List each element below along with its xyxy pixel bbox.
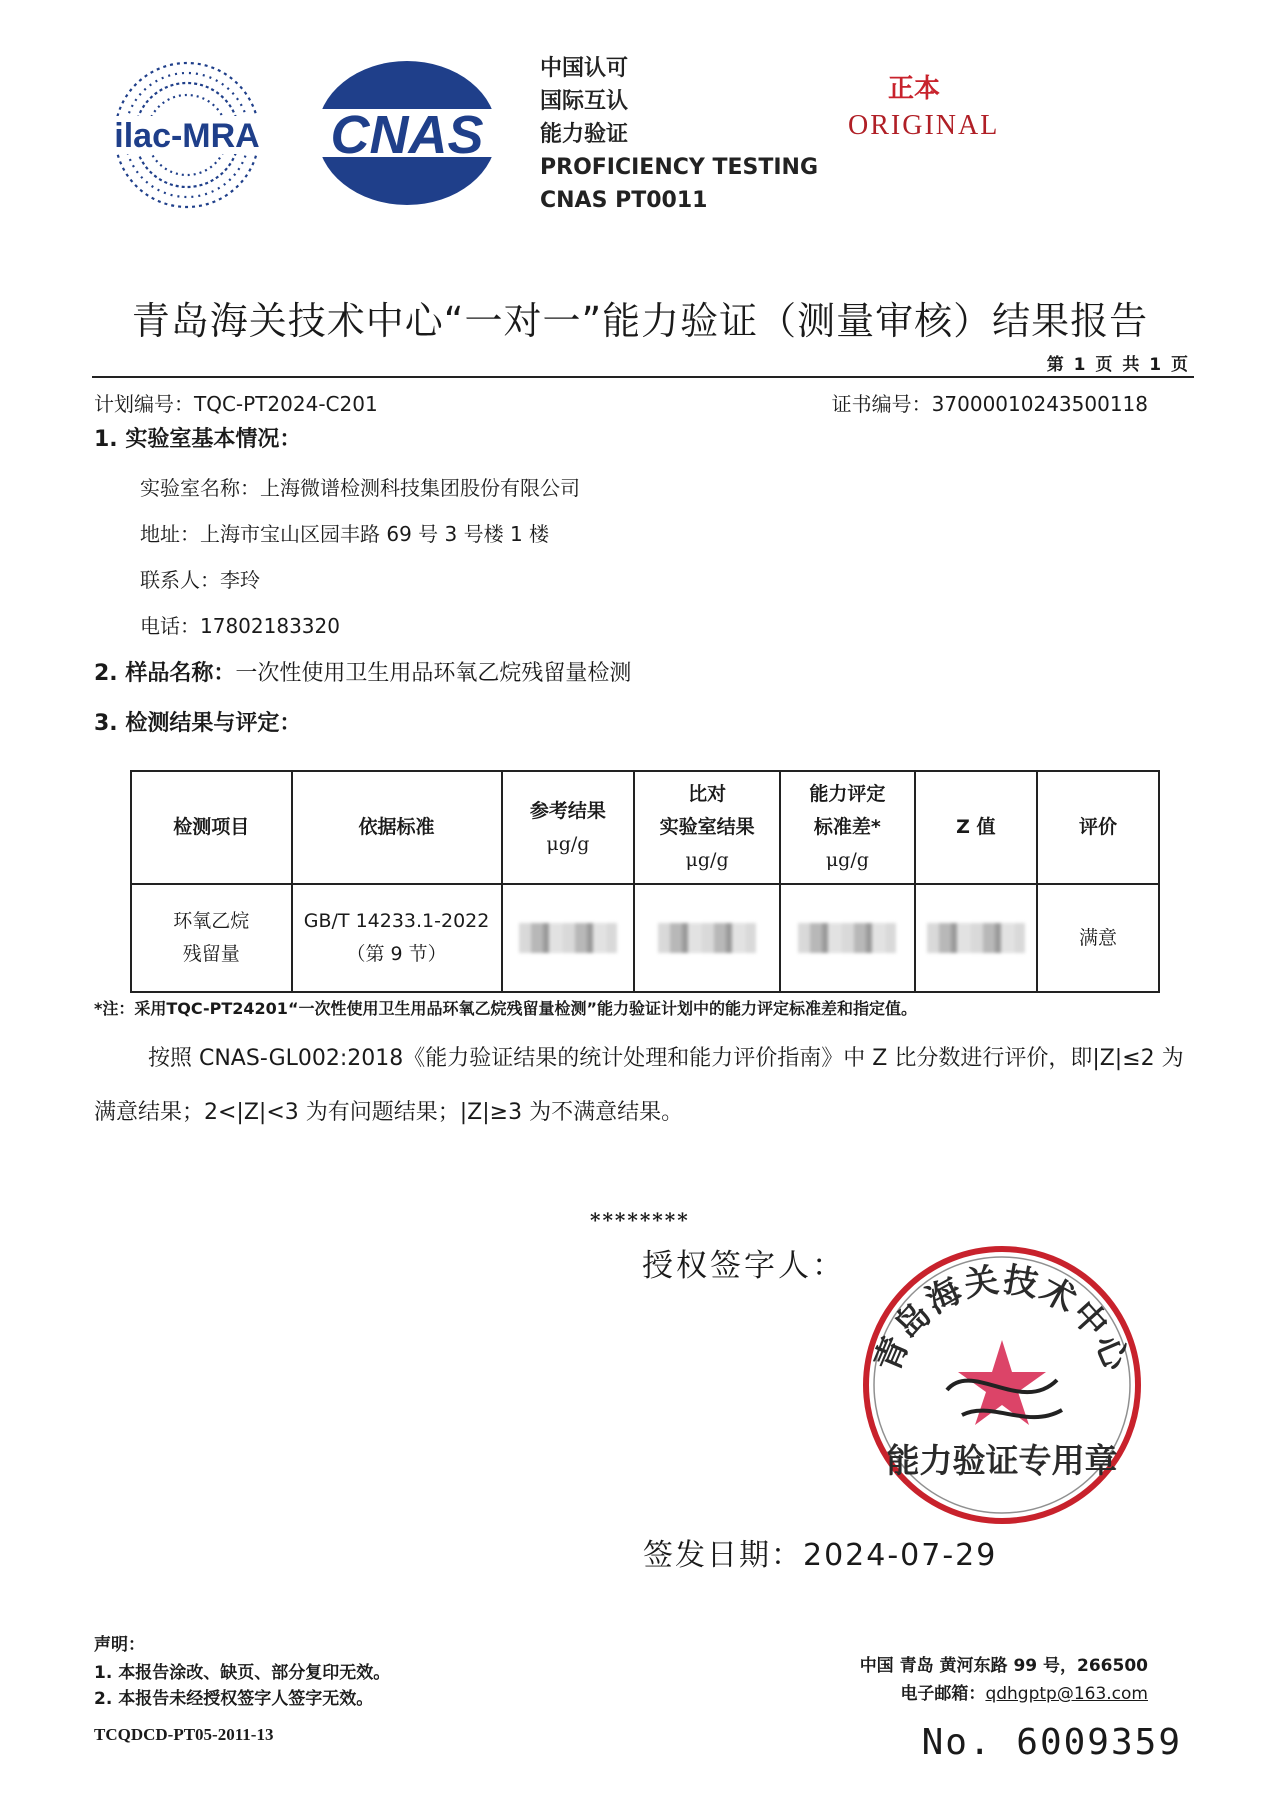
sd-unit: μg/g [825,849,869,871]
cell-std-dev-redacted [780,884,915,992]
col-evaluation: 评价 [1037,771,1159,884]
sample-label: 2. 样品名称： [94,661,236,686]
table-header-row [131,771,1159,884]
ilac-logo-text: ilac-MRA [114,117,260,155]
cnas-line: 国际互认 [540,89,629,114]
certificate-number: 证书编号：370000102435001​18 [831,392,1148,416]
redacted-value [519,923,617,953]
declaration-item: 2. 本报告未经授权签字人签字无效。 [94,1689,374,1709]
item-line-2: 残留量 [182,943,240,965]
standard-line-2: （第 9 节） [346,943,447,965]
issuer-email-line [860,1680,1148,1708]
lab-phone: 电话：17802183320 [140,614,340,638]
lab-title-2: 实验室结果 [659,816,755,838]
cnas-line: 能力验证 [540,122,629,147]
cell-evaluation: 满意 [1037,884,1159,992]
redacted-value [927,923,1025,953]
redacted-value [798,923,896,953]
masked-signature: ******** [590,1208,690,1232]
col-standard: 依据标准 [292,771,502,884]
cnas-accreditation-lines [540,52,818,217]
evaluation-criteria: 按照 CNAS-GL002:2018《能力验证结果的统计处理和能力评价指南》中 Z 比分数进行评价，即|Z|≤2 为满意结果；2<|Z|<3 为有问题结果；|Z|≥3 为不满意结果。 [94,1046,1184,1125]
email-link[interactable]: qdhgptp@163.com [985,1684,1148,1704]
ref-title: 参考结果 [529,799,606,822]
cnas-line: CNAS PT0011 [540,188,708,213]
declaration-title: 声明： [94,1635,145,1655]
serial-number: No. 6009359 [921,1722,1182,1763]
ref-unit: μg/g [546,832,590,855]
email-label: 电子邮箱： [900,1684,986,1704]
lab-address: 地址：上海市宝山区园丰路 69 号 3 号楼 1 楼 [140,522,550,546]
col-z-value: Z 值 [915,771,1037,884]
lab-title-1: 比对 [688,783,727,805]
authorized-signatory-label: 授权签字人： [642,1248,846,1284]
lab-name: 实验室名称：上海微谱检测科技集团股份有限公司 [140,476,580,500]
results-table [130,770,1160,993]
redacted-value [658,923,756,953]
table-row [131,884,1159,992]
plan-number: 计划编号：TQC-PT2024-C201 [94,392,378,416]
title-rule [92,376,1194,378]
section-lab-heading: 1. 实验室基本情况： [94,427,302,452]
col-lab-result [634,771,780,884]
standard-line-1: GB/T 14233.1-2022 [303,910,490,932]
section-results-heading: 3. 检测结果与评定： [94,711,302,736]
cell-standard [292,884,502,992]
lab-contact: 联系人：李玲 [140,568,260,592]
issuer-contact [860,1652,1148,1708]
page-indicator: 第 1 页 共 1 页 [1046,355,1190,375]
cnas-logo [305,55,510,210]
col-reference [502,771,635,884]
cell-lab-result-redacted [634,884,780,992]
sd-title-1: 能力评定 [809,783,886,805]
sd-title-2: 标准差* [813,816,881,838]
original-stamp-en: ORIGINAL [848,110,1000,141]
original-stamp-zh: 正本 [888,74,941,104]
col-std-dev [780,771,915,884]
lab-unit: μg/g [685,849,729,871]
official-seal [852,1240,1152,1530]
seal-text-bottom: 能力验证专用章 [886,1441,1118,1480]
issuer-address: 中国 青岛 黄河东路 99 号，266500 [859,1656,1148,1676]
table-footnote: *注：采用TQC-PT24201“一次性使用卫生用品环氧乙烷残留量检测”能力验证计划中的能力评定标准差和指定值。 [94,999,917,1018]
col-item: 检测项目 [131,771,292,884]
cnas-line: PROFICIENCY TESTING [540,155,819,180]
cell-z-redacted [915,884,1037,992]
item-line-1: 环氧乙烷 [173,910,250,932]
sample-name: 一次性使用卫生用品环氧乙烷残留量检测 [235,661,632,686]
cell-reference-redacted [502,884,635,992]
cell-item [131,884,292,992]
form-code: TCQDCD-PT05-2011-13 [94,1725,274,1744]
cnas-logo-text: CNAS [330,105,484,165]
section-sample [94,656,631,687]
seal-text-top: 青岛海关技术中心 [867,1259,1137,1378]
report-title: 青岛海关技术中心“一对一”能力验证（测量审核）结果报告 [131,299,1149,343]
declaration-item: 1. 本报告涂改、缺页、部分复印无效。 [94,1663,391,1683]
issue-date: 签发日期：2024-07-29 [643,1538,998,1573]
ilac-mra-logo [98,50,276,220]
cnas-line: 中国认可 [540,56,629,81]
